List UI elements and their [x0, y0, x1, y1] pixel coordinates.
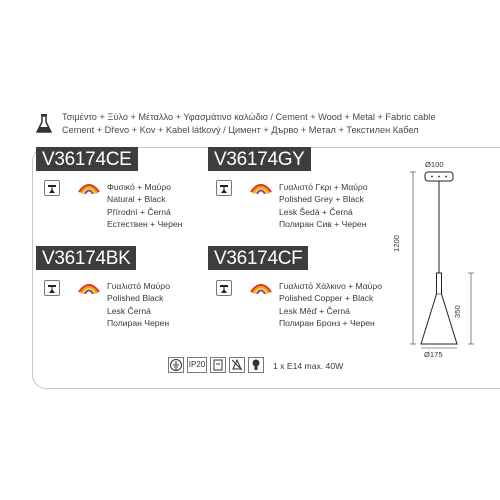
finish-line: Lesk Černá [107, 305, 151, 316]
finish-line: Γυαλιστό Γκρι + Μαύρο [279, 182, 368, 192]
pendant-mini-icon [216, 180, 232, 196]
finish-line: Φυσικό + Μαύρο [107, 182, 172, 192]
indoor-use-icon [210, 357, 226, 373]
pendant-mini-icon [44, 180, 60, 196]
pendant-mini-icon [216, 280, 232, 296]
finish-line: Γυαλιστό Μαύρο [107, 281, 170, 291]
ip-rating-badge: IP20 [187, 357, 207, 373]
canopy-diameter-label: Ø100 [425, 160, 444, 169]
finish-text-bk [107, 280, 170, 330]
finish-line: Полиран Черен [107, 318, 170, 329]
finish-text-gy [279, 181, 368, 231]
variant-code-bk: V36174BK [36, 246, 136, 270]
shade-diameter-label: Ø175 [424, 350, 443, 359]
bulb-spec-text: 1 x E14 max. 40W [273, 361, 344, 371]
overall-height-label: 1200 [392, 235, 401, 252]
finish-text-cf [279, 280, 382, 330]
pendant-mini-icon [44, 280, 60, 296]
color-temperature-icon [78, 280, 100, 294]
no-dimmer-icon [229, 357, 245, 373]
finish-line: Polished Black [107, 293, 164, 304]
material-flask-icon [36, 114, 52, 134]
finish-line: Полиран Сив + Черен [279, 219, 367, 230]
finish-line: Přírodní + Černá [107, 206, 171, 217]
variant-code-ce: V36174CE [36, 147, 138, 171]
finish-line: Lesk Šedá + Černá [279, 206, 353, 217]
variant-code-cf: V36174CF [208, 246, 308, 270]
variant-code-gy: V36174GY [208, 147, 311, 171]
color-temperature-icon [250, 280, 272, 294]
finish-line: Polished Copper + Black [279, 293, 374, 304]
color-temperature-icon [78, 180, 100, 194]
materials-line-2: Cement + Dřevo + Kov + Kabel látkový / Цимент + Дърво + Метал + Текстилен Кабел [62, 125, 419, 135]
bulb-e14-icon [248, 357, 264, 373]
finish-line: Lesk Měď + Černá [279, 305, 350, 316]
color-temperature-icon [250, 180, 272, 194]
ground-icon [168, 357, 184, 373]
materials-line-1: Τσιμέντο + Ξύλο + Μέταλλο + Υφασμάτινο καλώδιο / Cement + Wood + Metal + Fabric cable [62, 112, 436, 122]
shade-height-label: 350 [453, 305, 462, 318]
finish-line: Natural + Black [107, 194, 166, 205]
finish-line: Естествен + Черен [107, 219, 183, 230]
finish-text-ce [107, 181, 182, 231]
finish-line: Γυαλιστό Χάλκινο + Μαύρο [279, 281, 383, 291]
pendant-dimension-drawing [385, 160, 485, 360]
finish-line: Полиран Бронз + Черен [279, 318, 375, 329]
finish-line: Polished Grey + Black [279, 194, 364, 205]
